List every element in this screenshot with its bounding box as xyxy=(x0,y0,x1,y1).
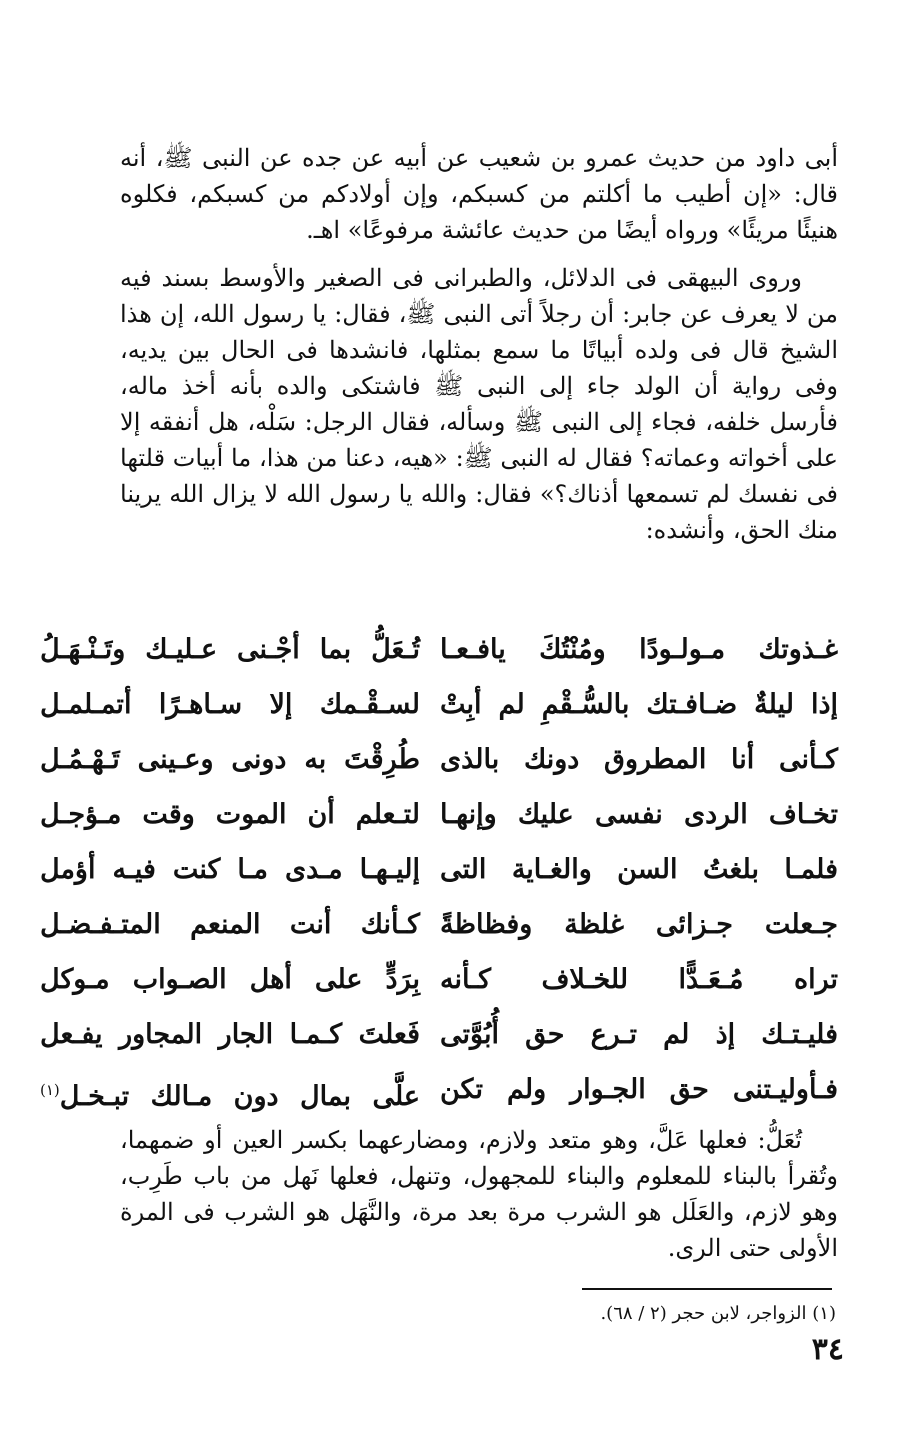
footnote-divider xyxy=(582,1288,832,1290)
verse-text: علَّى بمال دون مـالك تبـخـل xyxy=(59,1081,420,1112)
poem xyxy=(20,626,838,1116)
narration-paragraph: وروى البيهقى فى الدلائل، والطبرانى فى الصغير والأوسط بسند فيه من لا يعرف عن جابر: أن رجلاً أتى النبى ﷺ، فقال: يا رسول الله، إن هذا الشيخ قال فى ولده أبياتًا ما سمع بمثلها، فانشدها فى الحال بين يديه، وفى رواية أن الولد جاء إلى النبى ﷺ فاشتكى والده بأنه أخذ ماله، فأرسل خلفه، فجاء إلى النبى ﷺ وسأله، فقال الرجل: سَلْه، هل أنفقه إلا على أخواته وعماته؟ فقال له النبى ﷺ: «هيه، دعنا من هذا، ما أبيات قلتها فى نفسك لم تسمعها أذناك؟» فقال: والله يا رسول الله لا يزال الله يرينا منك الحق، وأنشده: xyxy=(120,264,838,544)
verse-first-hemistich: تخـاف الردى نفسى عليك وإنهـا xyxy=(440,799,838,830)
footnote: (١) الزواجر، لابن حجر (٢ / ٦٨). xyxy=(600,1303,836,1324)
commentary-block xyxy=(120,1122,838,1266)
verse-second-hemistich: بِرَدٍّ على أهل الصـواب مـوكل xyxy=(40,964,420,995)
verse-first-hemistich: فليـتـك إذ لم تـرع حق أُبُوَّتى xyxy=(440,1019,838,1050)
footnote-marker: (١) xyxy=(40,1081,60,1099)
verse-second-hemistich: تُـعَلُّ بما أجْـنى عـليـك وتَـنْـهَـلُ xyxy=(40,634,420,665)
verse-second-hemistich: طُرِقْتَ به دونى وعـينى تَـهْـمُـل xyxy=(40,744,420,775)
verse-second-hemistich: لسـقْـمك إلا سـاهـرًا أتمـلمـل xyxy=(40,689,420,720)
verse-first-hemistich: تراه مُـعَـدًّا للخـلاف كـأنه xyxy=(440,964,838,995)
verse-second-hemistich: كـأنك أنت المنعم المتـفـضـل xyxy=(40,909,420,940)
verse-first-hemistich: جـعلت جـزائى غلظة وفظاظةً xyxy=(440,909,838,940)
verse-second-hemistich: لتـعلم أن الموت وقت مـؤجـل xyxy=(40,799,420,830)
verse-first-hemistich: إذا ليلةٌ ضـافـتك بالسُّـقْمِ لم أبِتْ xyxy=(440,689,838,720)
verse-second-hemistich: فَعلتَ كـمـا الجار المجاور يفـعل xyxy=(40,1019,420,1050)
verse-second-hemistich: إليـهـا مـدى مـا كنت فيـه أؤمل xyxy=(40,854,420,885)
verse-first-hemistich: فـأوليـتنى حق الجـوار ولم تكن xyxy=(440,1074,838,1105)
verse-first-hemistich: فلمـا بلغتُ السن والغـاية التى xyxy=(440,854,838,885)
intro-text-block xyxy=(120,140,838,548)
verse-first-hemistich: غـذوتك مـولـودًا ومُنْتُكَ يافـعـا xyxy=(440,634,838,665)
commentary-paragraph: تُعَلُّ: فعلها عَلَّ، وهو متعد ولازم، ومضارعهما بكسر العين أو ضمهما، وتُقرأ بالبناء للمعلوم والبناء للمجهول، وتنهل، فعلها نَهل من باب طَرِب، وهو لازم، والعَلَل هو الشرب مرة بعد مرة، والنَّهَل هو الشرب فى المرة الأولى حتى الرى. xyxy=(120,1126,838,1262)
verse-second-hemistich xyxy=(40,1066,420,1114)
verse-first-hemistich: كـأنى أنا المطروق دونك بالذى xyxy=(440,744,838,775)
intro-paragraph: أبى داود من حديث عمرو بن شعيب عن أبيه عن جده عن النبى ﷺ، أنه قال: «إن أطيب ما أكلتم من كسبكم، وإن أولادكم من كسبكم، فكلوه هنيئًا مريئًا» ورواه أيضًا من حديث عائشة مرفوعًا» اهـ. xyxy=(120,144,838,244)
page-number: ٣٤ xyxy=(811,1332,844,1367)
